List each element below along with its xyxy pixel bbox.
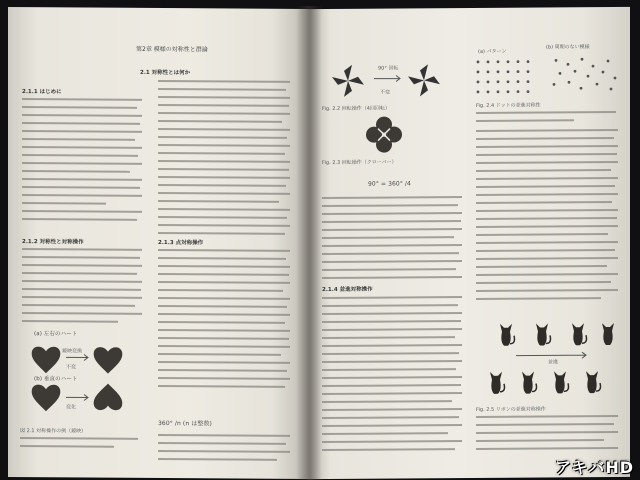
figure-caption: Fig. 2.2 回転操作（4回回転）	[322, 105, 390, 113]
caption-block	[20, 437, 138, 454]
periodic-dots	[477, 60, 530, 93]
pattern-b-label: (b) 周期のない模様	[546, 44, 590, 51]
paragraph-block	[22, 98, 142, 227]
right-page	[308, 7, 630, 479]
translation-label: 並進	[548, 359, 559, 366]
figure-label-b: (b) 垂直のハート	[34, 376, 78, 383]
formula: 90° = 360° /4	[368, 180, 411, 188]
paragraph-block	[322, 196, 462, 285]
arrow	[66, 394, 88, 400]
dot-pattern-figure	[472, 55, 622, 96]
rotation-label: 90° 回転	[378, 65, 399, 72]
heart-lower-right	[94, 384, 123, 411]
paragraph-block	[322, 296, 462, 457]
paragraph-block	[476, 129, 618, 306]
subsection-2-1-1: 2.1.1 はじめに	[22, 89, 62, 96]
op-label-changed: 変化	[66, 404, 77, 411]
section-title: 2.1 対称性とは何か	[140, 69, 191, 77]
pinwheel-right	[408, 64, 440, 96]
figure-caption: Fig. 2.4 ドットの並進対称性	[476, 102, 541, 109]
pinwheel-left	[332, 65, 364, 97]
chapter-header: 第2章 模様の対称性と群論	[136, 45, 208, 54]
left-page	[8, 7, 308, 479]
watermark: アキバHD	[554, 458, 634, 477]
cat-row-top	[500, 323, 614, 346]
book-gutter	[296, 6, 322, 480]
paragraph-block	[158, 249, 290, 394]
subsection-2-1-4: 2.1.4 並進対称操作	[322, 286, 373, 294]
paragraph-block	[158, 80, 290, 241]
figure-label-a: (a) 左右のハート	[34, 331, 78, 338]
op-label-unchanged: 不変	[66, 364, 77, 371]
unchanged-label: 不変	[380, 89, 391, 96]
figure-caption: 図 2.1 対称操作の例（鏡映）	[20, 428, 87, 435]
rotate-arrow	[374, 75, 400, 81]
subsection-2-1-3: 2.1.3 点対称操作	[158, 240, 204, 247]
arrow	[66, 354, 88, 360]
caption-block	[476, 111, 616, 128]
heart-lower-left	[32, 385, 61, 412]
figure-caption: Fig. 2.3 回転操作（クローバー）	[322, 159, 397, 167]
caption-block	[476, 415, 618, 456]
formula: 360° /n (n は整数)	[158, 420, 212, 428]
paragraph-block	[158, 434, 290, 467]
figure-caption: Fig. 2.5 リボンの並進対称操作	[476, 406, 546, 413]
pattern-a-label: (a) パターン	[478, 48, 507, 55]
heart-right	[94, 347, 123, 374]
pinwheel-figure	[326, 56, 446, 105]
random-dots	[553, 58, 617, 91]
heart-left	[32, 347, 61, 374]
cat-row-bottom	[490, 371, 601, 394]
subsection-2-1-2: 2.1.2 対称性と対称操作	[22, 239, 84, 246]
clover-figure	[362, 112, 406, 156]
paragraph-block	[22, 248, 142, 329]
op-label-mirror: 鏡映変換	[62, 348, 83, 355]
